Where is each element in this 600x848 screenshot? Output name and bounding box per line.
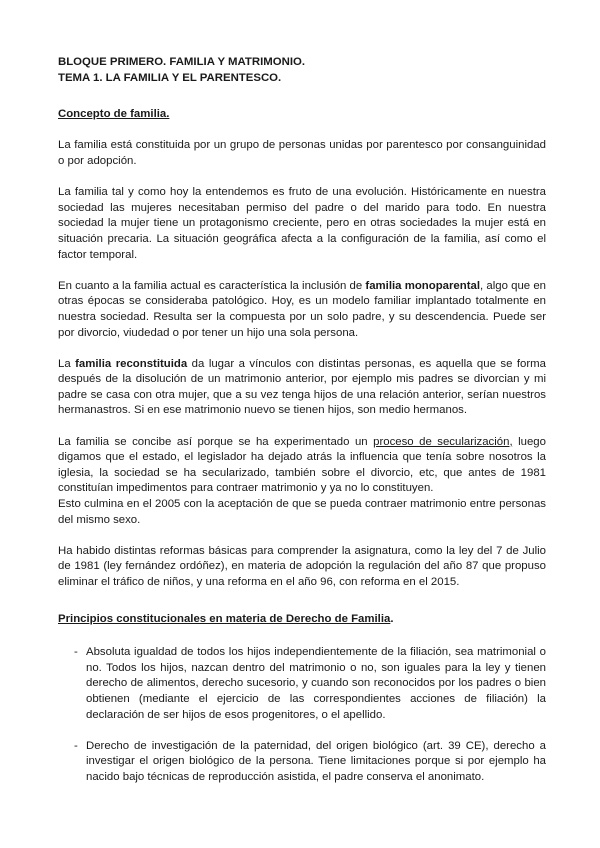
paragraph-reconstituida [58,357,546,419]
text-run: La familia se concibe así porque se ha experimentado un [58,435,374,448]
text-run: En cuanto a la familia actual es característica la inclusión de [58,279,366,292]
list-item [58,739,546,786]
paragraph-secularizacion [58,435,546,497]
dash-bullet: - [74,646,78,659]
principles-list [58,645,546,785]
section-title-principios [58,612,546,628]
text-run: da lugar a vínculos con distintas personas, es aquella que se forma después de la disolución de un matrimonio anterior, por ejemplo mis padres se divorcian y mi padre se casa con otra mujer, que a su vez tenga hijos de una relación anterior, serían nuestros hermanastros. Si en ese matrimonio nuevo se tienen hijos, son medio hermanos. [58,357,546,417]
underlined-term-secularizacion: proceso de secularización, [373,435,513,448]
paragraph-monoparental [58,279,546,341]
list-item [58,645,546,723]
paragraph-2005: Esto culmina en el 2005 con la aceptación de que se pueda contraer matrimonio entre personas del mismo sexo. [58,498,546,526]
dash-bullet: - [74,739,78,752]
paragraph-reformas: Ha habido distintas reformas básicas para comprender la asignatura, como la ley del 7 de Julio de 1981 (ley fernández ordóñez), en materia de adopción la regulación del año 87 que propuso eliminar el tráfico de niños, y una reforma en el año 96, con reforma en el 2015. [58,544,546,588]
bold-term-reconstituida: familia reconstituida [75,357,188,370]
bold-term-monoparental: familia monoparental [365,279,481,292]
text-run: luego digamos que el estado, el legislador ha dejado atrás la influencia que tenía sobre nosotros la iglesia, la sociedad se ha secularizado, también sobre el divorcio, etc, que antes de 1981 constituían impedimentos para contraer matrimonio y ya no lo constituyen. [58,435,546,495]
topic-heading: TEMA 1. LA FAMILIA Y EL PARENTESCO. [58,71,282,84]
list-item-text: Derecho de investigación de la paternidad, del origen biológico (art. 39 CE), derecho a investigar el origen biológico de la persona. Tiene limitaciones porque si por ejemplo ha nacido bajo técnicas de reproducción asistida, el padre conserva el anonimato. [86,739,546,783]
list-item-text: Absoluta igualdad de todos los hijos independientemente de la filiación, sea matrimonial o no. Todos los hijos, nazcan dentro del matrimonio o no, son iguales para la ley y tienen derecho de alimentos, derecho sucesorio, y cuando son reconocidos por los padres o bien obtienen (mediante el ejercicio de las correspondientes acciones de filiación) la declaración de ser hijos de esos progenitores, o el apellido. [86,646,546,721]
section-title-concepto: Concepto de familia. [58,108,170,121]
section-title-period: . [390,612,394,625]
block-heading: BLOQUE PRIMERO. FAMILIA Y MATRIMONIO. [58,56,306,68]
text-run: , algo que en otras épocas se consideraba patológico. Hoy, es un modelo familiar implantado totalmente en nuestra sociedad. Resulta ser la compuesta por un solo padre, y su descendencia. Puede ser por divorcio, viudedad o por tener un hijo una sola persona. [58,279,546,339]
paragraph-evolution: La familia tal y como hoy la entendemos es fruto de una evolución. Históricamente en nuestra sociedad las mujeres necesitaban permiso del padre o del marido para todo. En nuestra sociedad la mujer tiene un protagonismo creciente, pero en otras sociedades la mujer está en situación precaria. La situación geográfica afecta a la configuración de la familia, así como el factor temporal. [58,186,546,261]
document-body [58,55,546,801]
section-title-text: Principios constitucionales en materia de Derecho de Familia [58,612,391,625]
paragraph-definition: La familia está constituida por un grupo de personas unidas por parentesco por consanguinidad o por adopción. [58,139,546,167]
text-run: La [58,357,76,370]
